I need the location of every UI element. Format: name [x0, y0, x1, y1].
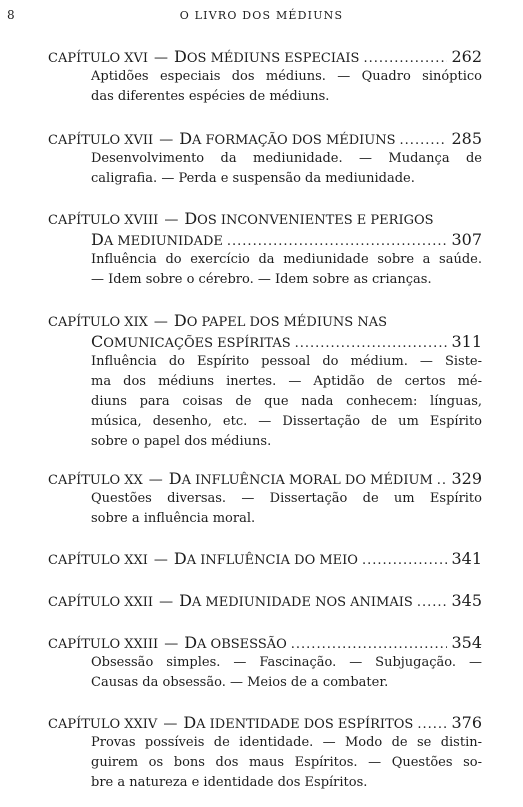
- running-head: O LIVRO DOS MÉDIUNS: [179, 9, 344, 22]
- em-dash-separator: —: [159, 594, 174, 610]
- chapter-number: CAPÍTULO XXI: [48, 553, 148, 568]
- chapter-title: DO PAPEL DOS MÉDIUNS NAS: [173, 311, 387, 330]
- chapter-summary: [48, 250, 482, 290]
- toc-entry: [48, 632, 482, 693]
- summary-line: ma dos médiuns inertes. — Aptidão de certos mé-: [91, 374, 482, 389]
- toc-entry: [48, 590, 482, 611]
- chapter-number: CAPÍTULO XX: [48, 473, 143, 488]
- page-number: 307: [451, 230, 482, 249]
- page-number: 341: [451, 549, 482, 568]
- toc-heading-line: [48, 468, 482, 489]
- chapter-summary: [48, 149, 482, 189]
- em-dash-separator: —: [154, 50, 169, 66]
- toc-entry: [48, 208, 482, 290]
- page-number: 329: [451, 469, 482, 488]
- summary-line: Influência do exercício da mediunidade sobre a saúde.: [91, 252, 482, 267]
- page-number: 345: [451, 591, 482, 610]
- chapter-number: CAPÍTULO XVI: [48, 51, 149, 66]
- toc-heading-line: [48, 331, 482, 352]
- chapter-summary: [48, 489, 482, 529]
- page-number: 285: [451, 129, 482, 148]
- em-dash-separator: —: [163, 716, 178, 732]
- em-dash-separator: —: [148, 472, 163, 488]
- page-number: 354: [451, 633, 482, 652]
- chapter-title: DA INFLUÊNCIA DO MEIO: [173, 549, 358, 568]
- toc-heading-line: [48, 310, 482, 331]
- leader-dots: [227, 231, 448, 252]
- chapter-title: DA MEDIUNIDADE NOS ANIMAIS: [179, 591, 413, 610]
- chapter-title: DA MEDIUNIDADE: [91, 230, 223, 249]
- toc-heading-line: [48, 712, 482, 733]
- summary-line: diuns para coisas de que nada conhecem: línguas,: [91, 394, 482, 409]
- em-dash-separator: —: [159, 132, 174, 148]
- leader-dots: [437, 470, 448, 491]
- toc-heading-line: [48, 46, 482, 67]
- chapter-number: CAPÍTULO XXIII: [48, 637, 159, 652]
- toc-heading-line: [48, 128, 482, 149]
- chapter-summary: [48, 352, 482, 452]
- summary-line: — Idem sobre o cérebro. — Idem sobre as crianças.: [91, 272, 432, 287]
- chapter-summary: [48, 653, 482, 693]
- toc-entry: [48, 128, 482, 189]
- chapter-number: CAPÍTULO XXII: [48, 595, 154, 610]
- leader-dots: [362, 550, 448, 571]
- chapter-title: DA IDENTIDADE DOS ESPÍRITOS: [183, 713, 414, 732]
- toc-entry: [48, 46, 482, 107]
- toc-heading-line: [48, 229, 482, 250]
- em-dash-separator: —: [164, 212, 179, 228]
- chapter-number: CAPÍTULO XXIV: [48, 717, 158, 732]
- toc-heading-line: [48, 590, 482, 611]
- toc-entry: [48, 468, 482, 529]
- summary-line: Obsessão simples. — Fascinação. — Subjugação. —: [91, 655, 482, 670]
- leader-dots: [417, 714, 447, 735]
- chapter-title: DOS MÉDIUNS ESPECIAIS: [174, 47, 360, 66]
- chapter-number: CAPÍTULO XIX: [48, 315, 148, 330]
- toc-heading-line: [48, 208, 482, 229]
- em-dash-separator: —: [153, 314, 168, 330]
- summary-line: bre a natureza e identidade dos Espíritos.: [91, 775, 368, 790]
- toc-entry: [48, 712, 482, 793]
- chapter-title: DA OBSESSÃO: [184, 633, 287, 652]
- chapter-title: COMUNICAÇÕES ESPÍRITAS: [91, 332, 291, 351]
- chapter-number: CAPÍTULO XVII: [48, 133, 154, 148]
- summary-line: música, desenho, etc. — Dissertação de um Espírito: [91, 414, 482, 429]
- toc-heading-line: [48, 548, 482, 569]
- page-number: 311: [451, 332, 482, 351]
- summary-line: Questões diversas. — Dissertação de um Espírito: [91, 491, 482, 506]
- chapter-title: DA INFLUÊNCIA MORAL DO MÉDIUM: [168, 469, 433, 488]
- summary-line: Influência do Espírito pessoal do médium. — Siste-: [91, 354, 482, 369]
- leader-dots: [363, 48, 447, 69]
- summary-line: Desenvolvimento da mediunidade. — Mudança de: [91, 151, 482, 166]
- summary-line: guirem os bons dos maus Espíritos. — Questões so-: [91, 755, 482, 770]
- leader-dots: [417, 592, 448, 613]
- summary-line: das diferentes espécies de médiuns.: [91, 89, 330, 104]
- em-dash-separator: —: [153, 552, 168, 568]
- em-dash-separator: —: [164, 636, 179, 652]
- chapter-title: DA FORMAÇÃO DOS MÉDIUNS: [179, 129, 396, 148]
- page-number: 262: [451, 47, 482, 66]
- toc-entry: [48, 310, 482, 452]
- summary-line: Aptidões especiais dos médiuns. — Quadro sinóptico: [91, 69, 482, 84]
- chapter-summary: [48, 67, 482, 107]
- summary-line: sobre o papel dos médiuns.: [91, 434, 272, 449]
- leader-dots: [295, 333, 448, 354]
- chapter-summary: [48, 733, 482, 793]
- leader-dots: [291, 634, 448, 655]
- chapter-title: DOS INCONVENIENTES E PERIGOS: [184, 209, 434, 228]
- summary-line: caligrafia. — Perda e suspensão da mediunidade.: [91, 171, 415, 186]
- page-number: 376: [451, 713, 482, 732]
- summary-line: Causas da obsessão. — Meios de a combater.: [91, 675, 389, 690]
- summary-line: sobre a influência moral.: [91, 511, 256, 526]
- leader-dots: [400, 130, 448, 151]
- toc-heading-line: [48, 632, 482, 653]
- summary-line: Provas possíveis de identidade. — Modo de se distin-: [91, 735, 482, 750]
- chapter-number: CAPÍTULO XVIII: [48, 213, 159, 228]
- toc-entry: [48, 548, 482, 569]
- page-number-mark: 8: [7, 8, 15, 22]
